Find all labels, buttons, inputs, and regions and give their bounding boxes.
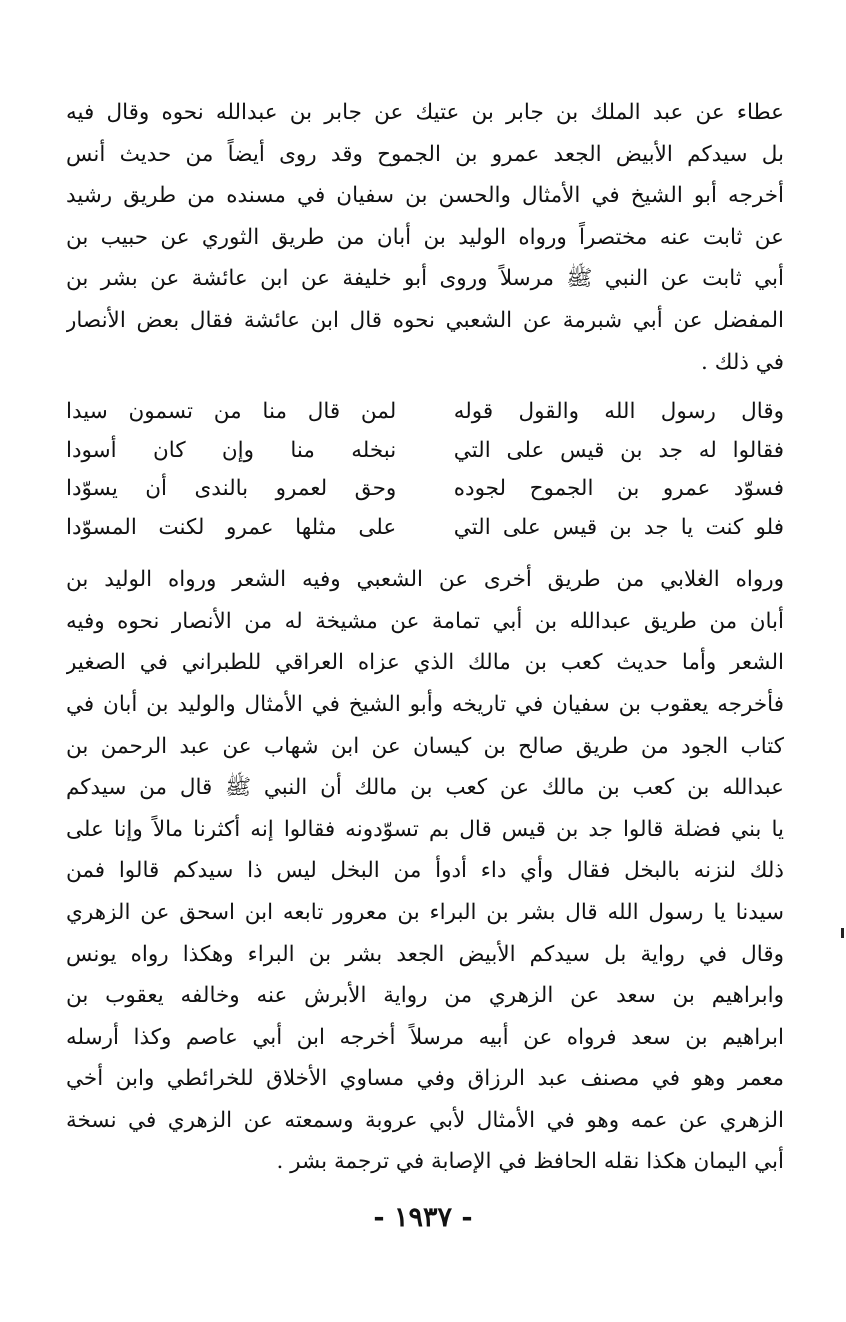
text-line: عن ثابت عنه مختصراً ورواه الوليد بن أبان من طريق الثوري عن حبيب بن [66,224,784,250]
poem [66,393,784,547]
verse-second-half: لمن قال منا من تسمون سيدا [66,399,397,425]
text-line: في ذلك . [701,349,784,375]
text-line: معمر وهو في مصنف عبد الرزاق وفي مساوي الأخلاق للخرائطي وابن أخي [66,1066,784,1092]
text-line: المفضل عن أبي شبرمة عن الشعبي نحوه قال ابن عائشة فقال بعض الأنصار [66,307,784,333]
poem-verse [66,509,784,548]
verse-second-half: وحق لعمرو بالندى أن يسوّدا [66,476,397,502]
paragraph-main [66,559,784,1183]
text-line: بل سيدكم الأبيض الجعد عمرو بن الجموح وقد روى أيضاً من حديث أنس [66,141,784,167]
text-line: عطاء عن عبد الملك بن جابر بن عتيك عن جابر بن عبدالله نحوه وقال فيه [66,100,784,125]
text-line: أبي ثابت عن النبي ﷺ مرسلاً وروى أبو خليفة عن ابن عائشة عن بشر بن [66,266,784,292]
text-line: أبي اليمان هكذا نقله الحافظ في الإصابة في ترجمة بشر . [276,1149,784,1175]
verse-second-half: على مثلها عمرو لكنت المسوّدا [66,514,397,540]
text-line: ذلك لنزنه بالبخل فقال وأي داء أدوأ من البخل ليس ذا سيدكم قالوا فمن [66,858,784,884]
text-line: وابراهيم بن سعد عن الزهري من رواية الأبرش عنه وخالفه يعقوب بن [66,983,784,1009]
verse-first-half: فقالوا له جد بن قيس على التي [453,437,784,463]
verse-first-half: فلو كنت يا جد بن قيس على التي [453,514,784,540]
verse-first-half: فسوّد عمرو بن الجموح لجوده [453,476,784,502]
text-line: كتاب الجود من طريق صالح بن كيسان عن ابن شهاب عن عبد الرحمن بن [66,733,784,759]
scan-mark [841,928,844,938]
text-line: يا بني فضلة قالوا جد بن قيس قال بم تسوّدونه فقالوا إنه أكثرنا مالاً وإنا على [66,816,784,842]
page-number: - ١٩٣٧ - [373,1202,473,1233]
poem-verse [66,432,784,471]
text-line: أخرجه أبو الشيخ في الأمثال والحسن بن سفيان في مسنده من طريق رشيد [66,183,784,209]
poem-verse [66,470,784,509]
text-line: عبدالله بن كعب بن مالك عن كعب بن مالك أن النبي ﷺ قال من سيدكم [66,775,784,801]
poem-verse [66,393,784,432]
paragraph-intro [66,92,784,383]
text-line: وقال في رواية بل سيدكم الأبيض الجعد بشر بن البراء وهكذا رواه يونس [66,941,784,967]
text-line: الشعر وأما حديث كعب بن مالك الذي عزاه العراقي للطبراني في الصغير [66,650,784,676]
text-line: فأخرجه يعقوب بن سفيان في تاريخه وأبو الشيخ في الأمثال والوليد بن أبان في [66,691,784,717]
verse-first-half: وقال رسول الله والقول قوله [453,399,784,425]
text-line: سيدنا يا رسول الله قال بشر بن البراء بن معرور تابعه ابن اسحق عن الزهري [66,899,784,925]
text-line: الزهري عن عمه وهو في الأمثال لأبي عروبة وسمعته عن الزهري في نسخة [66,1107,784,1133]
text-line: ورواه الغلابي من طريق أخرى عن الشعبي وفيه الشعر ورواه الوليد بن [66,567,784,593]
text-line: ابراهيم بن سعد فرواه عن أبيه مرسلاً أخرجه ابن أبي عاصم وكذا أرسله [66,1024,784,1050]
verse-second-half: نبخله منا وإن كان أسودا [66,437,397,463]
text-line: أبان من طريق عبدالله بن أبي تمامة عن مشيخة له من الأنصار نحوه وفيه [66,608,784,634]
